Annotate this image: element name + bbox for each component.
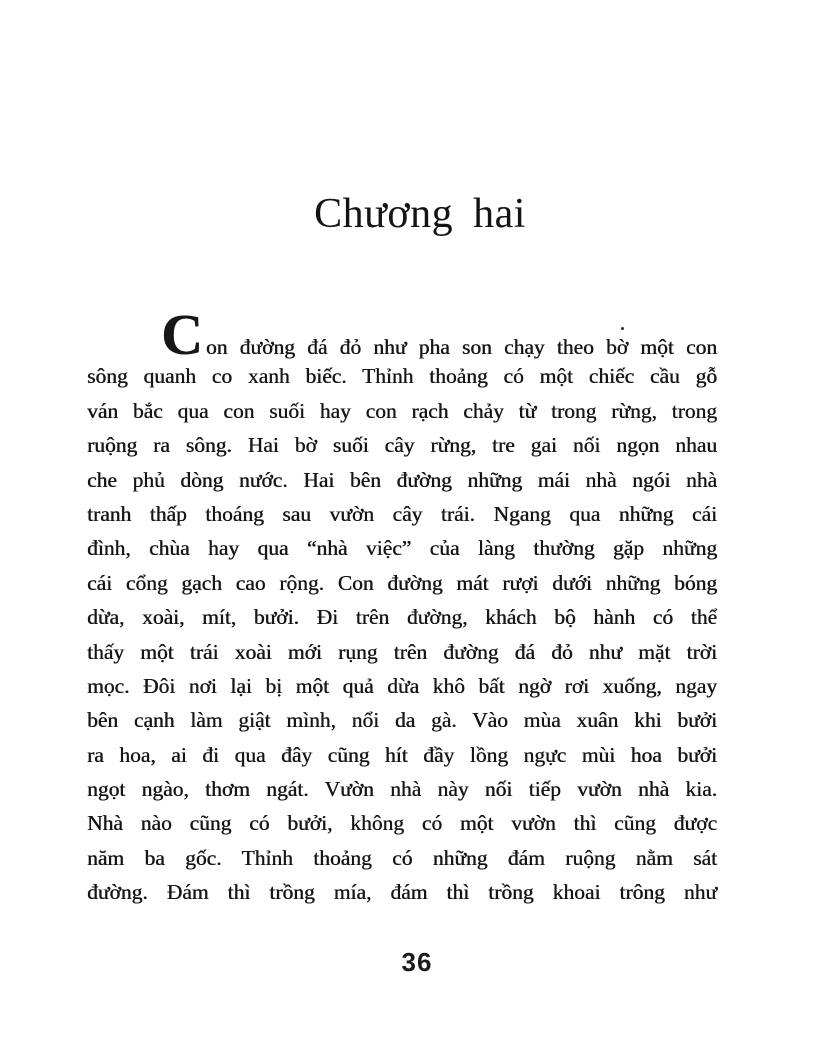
text-line: tranh thấp thoáng sau vườn cây trái. Ngang qua những cái	[87, 501, 717, 526]
text-line: đình, chùa hay qua “nhà việc” của làng thường gặp những	[87, 536, 717, 561]
drop-cap: C	[161, 302, 203, 367]
text-line	[87, 302, 717, 367]
text-line: Nhà nào cũng có bưởi, không có một vườn thì cũng được	[87, 811, 717, 836]
text-line: che phủ dòng nước. Hai bên đường những mái nhà ngói nhà	[87, 467, 717, 492]
text-line: dừa, xoài, mít, bưởi. Đi trên đường, khách bộ hành có thể	[87, 605, 717, 630]
text-line: sông quanh co xanh biếc. Thỉnh thoảng có một chiếc cầu gỗ	[87, 364, 717, 389]
text-line: ngọt ngào, thơm ngát. Vườn nhà này nối tiếp vườn nhà kia.	[87, 777, 717, 802]
text-line: bên cạnh làm giật mình, nổi da gà. Vào mùa xuân khi bưởi	[87, 708, 717, 733]
first-line-text: on đường đá đỏ như pha son chạy theo bờ một con	[205, 335, 717, 359]
page-number: 36	[401, 947, 433, 977]
text-line: ra hoa, ai đi qua đây cũng hít đầy lồng ngực mùi hoa bưởi	[87, 742, 717, 767]
chapter-heading: Chương hai	[314, 191, 526, 237]
text-line: năm ba gốc. Thỉnh thoảng có những đám ruộng nằm sát	[87, 845, 717, 870]
text-line: mọc. Đôi nơi lại bị một quả dừa khô bất ngờ rơi xuống, ngay	[87, 673, 717, 698]
scan-speck	[621, 327, 624, 330]
text-line: đường. Đám thì trồng mía, đám thì trồng khoai trông như	[87, 880, 717, 905]
text-line: cái cổng gạch cao rộng. Con đường mát rượi dưới những bóng	[87, 570, 717, 595]
text-line: thấy một trái xoài mới rụng trên đường đá đỏ như mặt trời	[87, 639, 717, 664]
text-line: ruộng ra sông. Hai bờ suối cây rừng, tre gai nối ngọn nhau	[87, 433, 717, 458]
text-line: ván bắc qua con suối hay con rạch chảy từ trong rừng, trong	[87, 398, 717, 423]
body-paragraph	[87, 302, 717, 910]
